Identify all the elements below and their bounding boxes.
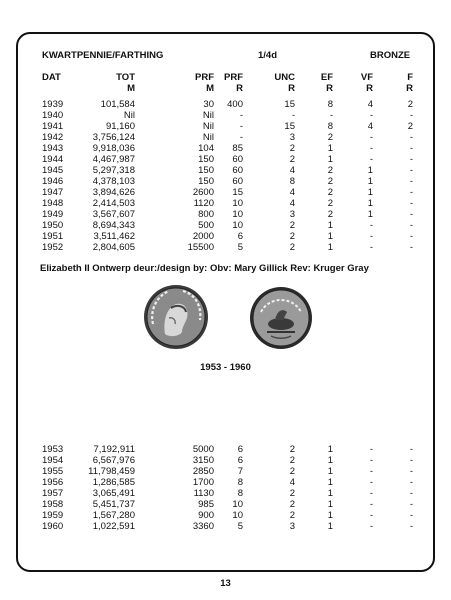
table-cell-year: 1940 xyxy=(42,110,64,121)
table-cell-unc: 2 xyxy=(289,242,295,253)
table-cell-vf: - xyxy=(369,110,373,121)
table-cell-prf_r: 400 xyxy=(227,99,243,110)
table-cell-prf_r: 10 xyxy=(232,220,243,231)
table-cell-prf_m: 1130 xyxy=(193,488,214,499)
table-cell-year: 1952 xyxy=(42,242,64,253)
table-cell-ef: 2 xyxy=(327,176,333,187)
table-cell-f: - xyxy=(409,165,413,176)
table-cell-f: - xyxy=(409,521,413,532)
column-header-tot: TOT xyxy=(116,72,135,83)
column-unit-prf_r: R xyxy=(236,83,243,94)
table-cell-vf: 4 xyxy=(367,99,373,110)
table-cell-unc: 2 xyxy=(289,466,295,477)
table-cell-f: - xyxy=(409,110,413,121)
table-cell-prf_r: 60 xyxy=(232,154,243,165)
table-cell-tot: 1,022,591 xyxy=(92,521,135,532)
table-cell-year: 1955 xyxy=(42,466,64,477)
table-cell-f: - xyxy=(409,143,413,154)
table-cell-unc: 2 xyxy=(289,499,295,510)
table-cell-f: 2 xyxy=(407,121,413,132)
table-cell-prf_m: 150 xyxy=(198,165,214,176)
column-header-f: F xyxy=(407,72,413,83)
table-cell-prf_r: 60 xyxy=(232,176,243,187)
table-cell-prf_r: - xyxy=(239,110,243,121)
table-cell-f: 2 xyxy=(407,99,413,110)
table-cell-prf_m: 900 xyxy=(198,510,214,521)
table-cell-vf: - xyxy=(369,242,373,253)
metal-label: BRONZE xyxy=(370,50,411,61)
table-cell-prf_m: 5000 xyxy=(192,444,214,455)
table-cell-tot: 5,297,318 xyxy=(92,165,135,176)
table-cell-year: 1951 xyxy=(42,231,64,242)
table-cell-ef: 8 xyxy=(327,121,333,132)
table-cell-year: 1954 xyxy=(42,455,64,466)
table-cell-ef: 1 xyxy=(327,499,333,510)
table-cell-prf_m: 3150 xyxy=(192,455,214,466)
column-header-year: DAT xyxy=(42,72,61,83)
table-cell-vf: - xyxy=(369,499,373,510)
table-cell-tot: 91,160 xyxy=(105,121,135,132)
table-cell-tot: 3,894,626 xyxy=(92,187,135,198)
table-cell-tot: 3,065,491 xyxy=(92,488,135,499)
table-cell-f: - xyxy=(409,242,413,253)
table-cell-unc: 8 xyxy=(289,176,295,187)
table-cell-f: - xyxy=(409,510,413,521)
table-cell-ef: 1 xyxy=(327,143,333,154)
table-cell-year: 1960 xyxy=(42,521,64,532)
table-cell-ef: 1 xyxy=(327,154,333,165)
table-cell-vf: 1 xyxy=(367,176,373,187)
table-cell-tot: Nil xyxy=(123,110,135,121)
table-cell-year: 1949 xyxy=(42,209,64,220)
table-cell-prf_r: 6 xyxy=(237,231,243,242)
table-cell-f: - xyxy=(409,455,413,466)
table-cell-tot: 6,567,976 xyxy=(92,455,135,466)
table-cell-prf_m: 30 xyxy=(203,99,214,110)
table-cell-prf_m: Nil xyxy=(202,110,214,121)
table-cell-tot: 3,567,607 xyxy=(92,209,135,220)
table-cell-ef: 1 xyxy=(327,521,333,532)
table-cell-ef: 1 xyxy=(327,220,333,231)
table-cell-f: - xyxy=(409,209,413,220)
table-cell-prf_m: 15500 xyxy=(187,242,214,253)
table-cell-tot: 4,378,103 xyxy=(92,176,135,187)
table-cell-year: 1948 xyxy=(42,198,64,209)
table-cell-year: 1945 xyxy=(42,165,64,176)
table-cell-tot: 3,756,124 xyxy=(92,132,135,143)
table-cell-unc: 2 xyxy=(289,143,295,154)
table-cell-ef: 1 xyxy=(327,510,333,521)
table-cell-vf: - xyxy=(369,231,373,242)
column-unit-vf: R xyxy=(366,83,373,94)
table-cell-prf_r: 8 xyxy=(237,488,243,499)
table-cell-year: 1957 xyxy=(42,488,64,499)
table-cell-year: 1946 xyxy=(42,176,64,187)
table-cell-vf: - xyxy=(369,477,373,488)
table-cell-vf: - xyxy=(369,143,373,154)
table-cell-tot: 8,694,343 xyxy=(92,220,135,231)
table-cell-tot: 101,584 xyxy=(100,99,135,110)
table-cell-prf_m: Nil xyxy=(202,132,214,143)
table-cell-tot: 7,192,911 xyxy=(93,444,135,455)
column-header-unc: UNC xyxy=(274,72,295,83)
column-header-prf_r: PRF xyxy=(224,72,243,83)
column-header-vf: VF xyxy=(360,72,373,83)
table-cell-vf: - xyxy=(369,154,373,165)
table-cell-vf: - xyxy=(369,455,373,466)
denomination-label: 1/4d xyxy=(258,50,278,61)
column-unit-ef: R xyxy=(326,83,333,94)
column-unit-prf_m: M xyxy=(206,83,214,94)
table-cell-prf_r: - xyxy=(239,132,243,143)
coin-obverse-image xyxy=(143,284,209,350)
table-cell-f: - xyxy=(409,231,413,242)
table-cell-prf_m: 2850 xyxy=(192,466,214,477)
table-cell-prf_r: - xyxy=(239,121,243,132)
table-cell-year: 1956 xyxy=(42,477,64,488)
table-cell-year: 1942 xyxy=(42,132,64,143)
table-cell-f: - xyxy=(409,198,413,209)
table-cell-year: 1958 xyxy=(42,499,64,510)
table-cell-prf_r: 10 xyxy=(232,209,243,220)
table-cell-ef: 1 xyxy=(327,231,333,242)
table-cell-ef: 1 xyxy=(327,444,333,455)
table-cell-prf_r: 7 xyxy=(237,466,243,477)
table-cell-prf_m: 985 xyxy=(198,499,214,510)
table-cell-vf: - xyxy=(369,510,373,521)
table-cell-prf_m: 3360 xyxy=(192,521,214,532)
coin-reverse-image xyxy=(249,286,313,350)
table-cell-tot: 9,918,036 xyxy=(92,143,135,154)
table-cell-year: 1950 xyxy=(42,220,64,231)
table-cell-prf_r: 10 xyxy=(232,198,243,209)
table-cell-ef: 1 xyxy=(327,477,333,488)
table-cell-prf_r: 8 xyxy=(237,477,243,488)
page-number: 13 xyxy=(220,578,231,589)
table-cell-tot: 1,286,585 xyxy=(92,477,135,488)
table-cell-prf_m: 500 xyxy=(198,220,214,231)
table-cell-prf_r: 5 xyxy=(237,242,243,253)
table-cell-unc: 2 xyxy=(289,444,295,455)
table-cell-ef: - xyxy=(329,110,333,121)
table-cell-f: - xyxy=(409,499,413,510)
column-header-ef: EF xyxy=(320,72,333,83)
table-cell-prf_r: 6 xyxy=(237,455,243,466)
table-cell-unc: 2 xyxy=(289,231,295,242)
table-cell-prf_m: 150 xyxy=(198,154,214,165)
table-cell-ef: 2 xyxy=(327,187,333,198)
table-cell-vf: 1 xyxy=(367,209,373,220)
table-cell-unc: 15 xyxy=(284,121,295,132)
table-cell-vf: - xyxy=(369,220,373,231)
table-cell-vf: - xyxy=(369,488,373,499)
table-cell-f: - xyxy=(409,187,413,198)
table-cell-year: 1939 xyxy=(42,99,64,110)
table-cell-vf: - xyxy=(369,132,373,143)
table-cell-tot: 1,567,280 xyxy=(92,510,135,521)
table-cell-unc: 2 xyxy=(289,154,295,165)
table-cell-f: - xyxy=(409,220,413,231)
table-cell-unc: 4 xyxy=(289,187,295,198)
table-cell-prf_r: 60 xyxy=(232,165,243,176)
table-cell-unc: - xyxy=(291,110,295,121)
years-label: 1953 - 1960 xyxy=(200,362,251,373)
table-cell-unc: 2 xyxy=(289,455,295,466)
table-cell-unc: 15 xyxy=(284,99,295,110)
table-cell-vf: - xyxy=(369,444,373,455)
design-caption: Elizabeth II Ontwerp deur:/design by: Obv: Mary Gillick Rev: Kruger Gray xyxy=(40,263,369,274)
table-cell-unc: 2 xyxy=(289,488,295,499)
table-cell-prf_m: 150 xyxy=(198,176,214,187)
table-cell-unc: 4 xyxy=(289,198,295,209)
table-cell-f: - xyxy=(409,444,413,455)
table-cell-unc: 2 xyxy=(289,510,295,521)
table-cell-ef: 1 xyxy=(327,242,333,253)
table-cell-year: 1943 xyxy=(42,143,64,154)
table-cell-unc: 3 xyxy=(289,132,295,143)
table-cell-prf_m: Nil xyxy=(202,121,214,132)
table-cell-unc: 3 xyxy=(289,521,295,532)
table-cell-unc: 4 xyxy=(289,477,295,488)
table-cell-vf: 1 xyxy=(367,165,373,176)
table-cell-ef: 1 xyxy=(327,488,333,499)
table-cell-unc: 2 xyxy=(289,220,295,231)
table-cell-tot: 5,451,737 xyxy=(92,499,135,510)
table-cell-f: - xyxy=(409,477,413,488)
column-unit-f: R xyxy=(406,83,413,94)
table-cell-prf_r: 5 xyxy=(237,521,243,532)
table-cell-tot: 2,414,503 xyxy=(92,198,135,209)
table-cell-f: - xyxy=(409,488,413,499)
table-cell-prf_r: 6 xyxy=(237,444,243,455)
table-cell-ef: 8 xyxy=(327,99,333,110)
table-cell-year: 1944 xyxy=(42,154,64,165)
table-cell-f: - xyxy=(409,132,413,143)
page-title: KWARTPENNIE/FARTHING xyxy=(42,50,164,61)
table-cell-ef: 2 xyxy=(327,132,333,143)
table-cell-vf: - xyxy=(369,466,373,477)
table-cell-unc: 4 xyxy=(289,165,295,176)
table-cell-tot: 3,511,462 xyxy=(93,231,135,242)
table-cell-ef: 2 xyxy=(327,165,333,176)
table-cell-tot: 11,798,459 xyxy=(88,466,135,477)
column-unit-unc: R xyxy=(288,83,295,94)
table-cell-year: 1947 xyxy=(42,187,64,198)
table-cell-tot: 4,467,987 xyxy=(92,154,135,165)
table-cell-ef: 2 xyxy=(327,198,333,209)
table-cell-f: - xyxy=(409,154,413,165)
table-cell-vf: 4 xyxy=(367,121,373,132)
table-cell-vf: 1 xyxy=(367,187,373,198)
table-cell-prf_m: 1120 xyxy=(193,198,214,209)
table-cell-vf: - xyxy=(369,521,373,532)
table-cell-year: 1953 xyxy=(42,444,64,455)
table-cell-unc: 3 xyxy=(289,209,295,220)
table-cell-prf_r: 85 xyxy=(232,143,243,154)
table-cell-ef: 2 xyxy=(327,209,333,220)
table-cell-vf: 1 xyxy=(367,198,373,209)
table-cell-prf_m: 104 xyxy=(198,143,214,154)
table-cell-prf_r: 15 xyxy=(232,187,243,198)
column-unit-tot: M xyxy=(127,83,135,94)
table-cell-year: 1959 xyxy=(42,510,64,521)
table-cell-prf_m: 2000 xyxy=(192,231,214,242)
table-cell-prf_m: 1700 xyxy=(192,477,214,488)
table-cell-f: - xyxy=(409,466,413,477)
table-cell-prf_r: 10 xyxy=(232,499,243,510)
table-cell-prf_m: 800 xyxy=(198,209,214,220)
table-cell-prf_m: 2600 xyxy=(192,187,214,198)
column-header-prf_m: PRF xyxy=(195,72,214,83)
table-cell-f: - xyxy=(409,176,413,187)
table-cell-ef: 1 xyxy=(327,455,333,466)
table-cell-ef: 1 xyxy=(327,466,333,477)
table-cell-year: 1941 xyxy=(42,121,64,132)
table-cell-tot: 2,804,605 xyxy=(92,242,135,253)
table-cell-prf_r: 10 xyxy=(232,510,243,521)
